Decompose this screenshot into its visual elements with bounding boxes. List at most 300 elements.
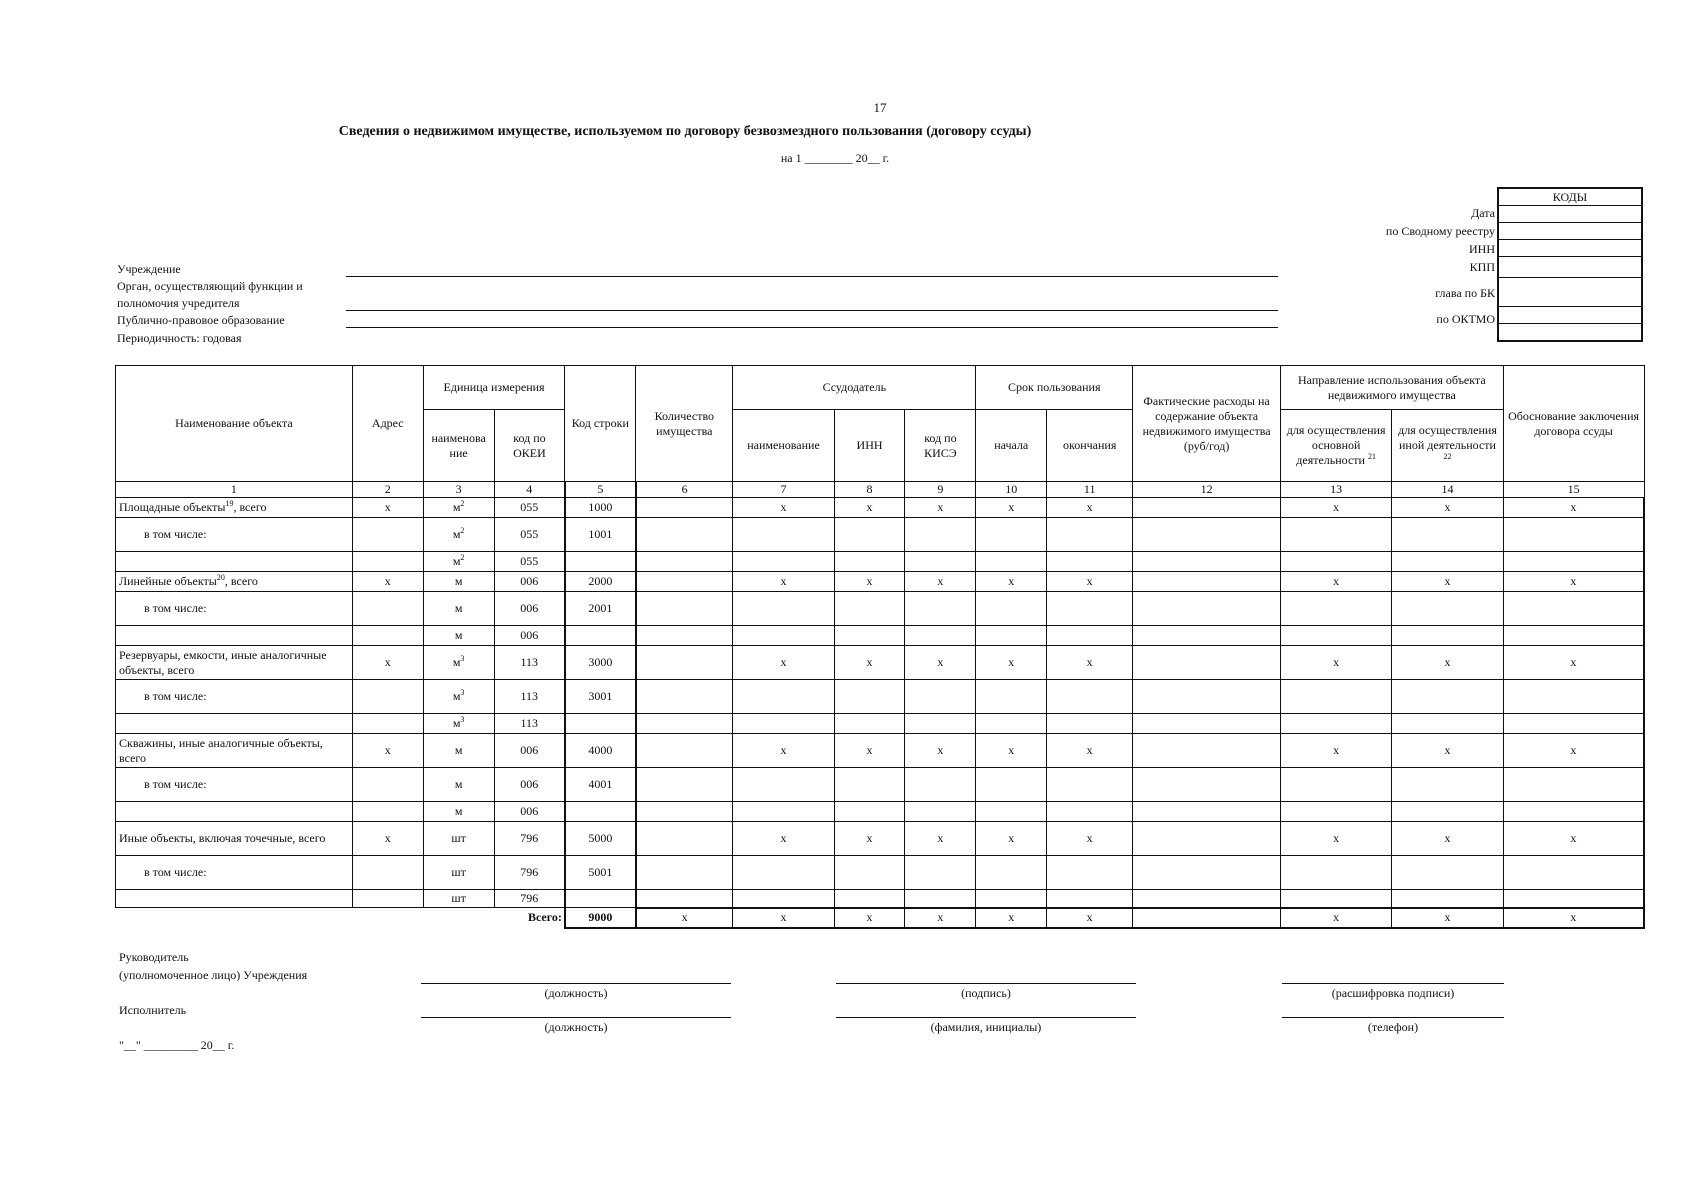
table-row <box>116 592 1645 626</box>
footnote-mark: 20 <box>216 573 225 582</box>
value-cell[interactable] <box>1133 572 1281 592</box>
value-cell[interactable] <box>1133 680 1281 714</box>
head-decoding-caption: (расшифровка подписи) <box>1331 986 1455 1000</box>
value-cell[interactable] <box>976 518 1047 552</box>
head-position-caption: (должность) <box>544 986 608 1000</box>
footnote-22: 22 <box>1443 452 1452 461</box>
address-cell: x <box>352 572 423 592</box>
mark-cell: x <box>1047 646 1133 680</box>
unit-name-cell <box>423 518 494 552</box>
value-cell[interactable] <box>1392 714 1503 734</box>
code-cell-oktmo[interactable] <box>1498 307 1642 324</box>
unit-name-cell <box>423 552 494 572</box>
value-cell[interactable] <box>1392 592 1503 626</box>
total-cell: x <box>1047 908 1133 928</box>
header-expenses: Фактические расходы на содержание объекта недвижимого имущества (руб/год) <box>1133 366 1281 482</box>
value-cell[interactable] <box>1047 890 1133 908</box>
value-cell[interactable] <box>976 802 1047 822</box>
value-cell[interactable] <box>1133 802 1281 822</box>
table-row <box>116 626 1645 646</box>
column-number: 15 <box>1503 482 1644 498</box>
value-cell[interactable] <box>733 890 834 908</box>
column-numbers-row <box>116 482 1645 498</box>
header-line-code: Код строки <box>565 366 636 482</box>
value-cell[interactable] <box>1280 890 1391 908</box>
quantity-cell[interactable] <box>636 518 733 552</box>
footnote-mark: 19 <box>225 499 234 508</box>
mark-cell: x <box>1503 646 1644 680</box>
value-cell[interactable] <box>1392 890 1503 908</box>
value-cell[interactable] <box>1047 768 1133 802</box>
header-direction: Направление использования объекта недвижимого имущества <box>1280 366 1503 410</box>
value-cell[interactable] <box>1503 552 1644 572</box>
value-cell[interactable] <box>1503 518 1644 552</box>
value-cell[interactable] <box>834 802 905 822</box>
quantity-cell[interactable] <box>636 890 733 908</box>
value-cell[interactable] <box>1133 768 1281 802</box>
value-cell[interactable] <box>1133 714 1281 734</box>
address-cell: x <box>352 822 423 856</box>
mark-cell: x <box>1503 572 1644 592</box>
mark-cell: x <box>834 822 905 856</box>
quantity-cell[interactable] <box>636 592 733 626</box>
executor-name-line[interactable] <box>836 1017 1136 1018</box>
okei-cell: 113 <box>494 714 565 734</box>
okei-cell: 006 <box>494 768 565 802</box>
value-cell[interactable] <box>905 518 976 552</box>
value-cell[interactable] <box>1047 518 1133 552</box>
value-cell[interactable] <box>1280 768 1391 802</box>
value-cell[interactable] <box>1392 768 1503 802</box>
value-cell[interactable] <box>1047 680 1133 714</box>
total-cell: x <box>834 908 905 928</box>
code-cell-date[interactable] <box>1498 206 1642 223</box>
object-name-text: Площадные объекты <box>119 500 226 514</box>
column-number: 1 <box>116 482 353 498</box>
table-row <box>116 498 1645 518</box>
header-lender-kise: код по КИСЭ <box>905 410 976 482</box>
object-name <box>116 498 353 518</box>
head-signature-line[interactable] <box>836 983 1136 984</box>
object-name[interactable] <box>116 890 353 908</box>
header-lender-inn: ИНН <box>834 410 905 482</box>
line-code-cell: 3000 <box>565 646 636 680</box>
table-row <box>116 856 1645 890</box>
executor-phone-line[interactable] <box>1282 1017 1504 1018</box>
value-cell[interactable] <box>905 552 976 572</box>
founder-line[interactable] <box>346 310 1278 311</box>
value-cell[interactable] <box>1047 626 1133 646</box>
value-cell[interactable] <box>834 714 905 734</box>
value-cell[interactable] <box>733 626 834 646</box>
total-row <box>116 908 1645 928</box>
unit-name-cell <box>423 734 494 768</box>
head-label-1: Руководитель <box>119 950 189 964</box>
institution-label: Учреждение <box>117 262 181 276</box>
quantity-cell[interactable] <box>636 856 733 890</box>
value-cell[interactable] <box>834 626 905 646</box>
unit-power: 2 <box>460 553 465 562</box>
executor-phone-caption: (телефон) <box>1367 1020 1419 1034</box>
value-cell[interactable] <box>834 518 905 552</box>
object-name <box>116 646 353 680</box>
address-cell[interactable] <box>352 802 423 822</box>
mark-cell: x <box>905 646 976 680</box>
quantity-cell[interactable] <box>636 646 733 680</box>
address-cell[interactable] <box>352 626 423 646</box>
head-position-line[interactable] <box>421 983 731 984</box>
okei-cell: 113 <box>494 680 565 714</box>
unit-text: м <box>452 716 461 730</box>
value-cell[interactable] <box>1133 734 1281 768</box>
address-cell[interactable] <box>352 768 423 802</box>
header-term: Срок пользования <box>976 366 1133 410</box>
object-name <box>116 822 353 856</box>
mark-cell: x <box>1392 572 1503 592</box>
value-cell[interactable] <box>1392 518 1503 552</box>
line-code-cell <box>565 714 636 734</box>
address-cell[interactable] <box>352 714 423 734</box>
object-name <box>116 856 353 890</box>
value-cell[interactable] <box>1503 890 1644 908</box>
quantity-cell[interactable] <box>636 552 733 572</box>
object-name <box>116 768 353 802</box>
okei-cell: 796 <box>494 856 565 890</box>
value-cell[interactable] <box>905 856 976 890</box>
header-basis: Обоснование заключения договора ссуды <box>1503 366 1644 482</box>
unit-text: м <box>452 655 461 669</box>
okei-cell: 006 <box>494 734 565 768</box>
value-cell[interactable] <box>834 592 905 626</box>
unit-name-cell <box>423 592 494 626</box>
total-cell: x <box>1280 908 1391 928</box>
mark-cell: x <box>1047 734 1133 768</box>
mark-cell: x <box>1503 734 1644 768</box>
table-row <box>116 518 1645 552</box>
value-cell[interactable] <box>1280 856 1391 890</box>
object-name[interactable] <box>116 626 353 646</box>
header-lender: Ссудодатель <box>733 366 976 410</box>
unit-text: шт <box>451 865 466 879</box>
signature-date[interactable]: "__" _________ 20__ г. <box>119 1038 235 1052</box>
address-cell: x <box>352 498 423 518</box>
executor-name-caption: (фамилия, инициалы) <box>930 1020 1042 1034</box>
object-name[interactable] <box>116 552 353 572</box>
value-cell[interactable] <box>905 714 976 734</box>
total-cell: x <box>733 908 834 928</box>
value-cell[interactable] <box>733 518 834 552</box>
header-unit-code: код по ОКЕИ <box>494 410 565 482</box>
value-cell[interactable] <box>1280 626 1391 646</box>
value-cell[interactable] <box>1280 680 1391 714</box>
value-cell[interactable] <box>905 680 976 714</box>
value-cell[interactable] <box>905 592 976 626</box>
okei-cell: 055 <box>494 552 565 572</box>
value-cell[interactable] <box>1503 768 1644 802</box>
value-cell[interactable] <box>1133 646 1281 680</box>
value-cell[interactable] <box>976 856 1047 890</box>
value-cell[interactable] <box>1133 822 1281 856</box>
value-cell[interactable] <box>1280 714 1391 734</box>
line-code-cell: 2000 <box>565 572 636 592</box>
value-cell[interactable] <box>1133 518 1281 552</box>
value-cell[interactable] <box>1503 592 1644 626</box>
public-entity-line[interactable] <box>346 327 1278 328</box>
mark-cell: x <box>733 498 834 518</box>
head-decoding-line[interactable] <box>1282 983 1504 984</box>
value-cell[interactable] <box>976 592 1047 626</box>
value-cell[interactable] <box>1280 802 1391 822</box>
column-number: 8 <box>834 482 905 498</box>
page-title: Сведения о недвижимом имуществе, используемом по договору безвозмездного пользования (договору ссуды) <box>338 124 1032 139</box>
table-row <box>116 552 1645 572</box>
mark-cell: x <box>834 734 905 768</box>
value-cell[interactable] <box>1392 856 1503 890</box>
value-cell[interactable] <box>1133 552 1281 572</box>
object-name-suffix: , всего <box>224 574 258 588</box>
unit-name-cell <box>423 856 494 890</box>
value-cell[interactable] <box>1047 802 1133 822</box>
value-cell[interactable] <box>905 768 976 802</box>
total-cell: x <box>1392 908 1503 928</box>
mark-cell: x <box>905 822 976 856</box>
line-code-cell: 4000 <box>565 734 636 768</box>
value-cell[interactable] <box>834 890 905 908</box>
value-cell[interactable] <box>1133 856 1281 890</box>
mark-cell: x <box>1280 646 1391 680</box>
code-cell-registry[interactable] <box>1498 223 1642 240</box>
unit-text: шт <box>451 831 466 845</box>
value-cell[interactable] <box>1503 714 1644 734</box>
value-cell[interactable] <box>1133 498 1281 518</box>
unit-text: м <box>452 500 461 514</box>
quantity-cell[interactable] <box>636 498 733 518</box>
address-cell[interactable] <box>352 680 423 714</box>
footnote-21: 21 <box>1367 452 1376 461</box>
value-cell[interactable] <box>1047 552 1133 572</box>
mark-cell: x <box>1392 734 1503 768</box>
header-quantity: Количество имущества <box>636 366 733 482</box>
mark-cell: x <box>1503 822 1644 856</box>
value-cell[interactable] <box>733 552 834 572</box>
value-cell[interactable] <box>733 856 834 890</box>
column-number: 13 <box>1280 482 1391 498</box>
value-cell[interactable] <box>1133 592 1281 626</box>
value-cell[interactable] <box>1133 626 1281 646</box>
column-number: 9 <box>905 482 976 498</box>
quantity-cell[interactable] <box>636 802 733 822</box>
quantity-cell[interactable] <box>636 822 733 856</box>
mark-cell: x <box>976 572 1047 592</box>
object-name[interactable] <box>116 802 353 822</box>
unit-text: м <box>452 689 461 703</box>
value-cell[interactable] <box>733 592 834 626</box>
head-signature-caption: (подпись) <box>961 986 1011 1000</box>
value-cell[interactable] <box>1133 890 1281 908</box>
value-cell[interactable] <box>905 890 976 908</box>
table-row <box>116 572 1645 592</box>
value-cell[interactable] <box>1392 802 1503 822</box>
quantity-cell[interactable] <box>636 768 733 802</box>
property-table <box>115 365 1645 929</box>
line-code-cell <box>565 626 636 646</box>
header-lender-name: наименование <box>733 410 834 482</box>
mark-cell: x <box>976 822 1047 856</box>
unit-power: 3 <box>460 654 465 663</box>
okei-cell: 006 <box>494 626 565 646</box>
line-code-cell <box>565 552 636 572</box>
header-unit: Единица измерения <box>423 366 565 410</box>
value-cell[interactable] <box>1392 680 1503 714</box>
institution-line[interactable] <box>346 276 1278 277</box>
line-code-cell: 4001 <box>565 768 636 802</box>
code-cell-bk[interactable] <box>1498 278 1642 307</box>
mark-cell: x <box>905 572 976 592</box>
code-cell-kpp[interactable] <box>1498 257 1642 278</box>
unit-power: 2 <box>460 499 465 508</box>
unit-name-cell <box>423 802 494 822</box>
column-number: 14 <box>1392 482 1503 498</box>
value-cell[interactable] <box>733 768 834 802</box>
header-unit-name: наименова ние <box>423 410 494 482</box>
value-cell[interactable] <box>733 802 834 822</box>
quantity-cell[interactable] <box>636 626 733 646</box>
mark-cell: x <box>1280 498 1391 518</box>
executor-position-line[interactable] <box>421 1017 731 1018</box>
code-label-date: Дата <box>1471 206 1495 220</box>
value-cell[interactable] <box>976 626 1047 646</box>
total-cell: x <box>905 908 976 928</box>
address-cell[interactable] <box>352 592 423 626</box>
unit-text: м <box>452 527 461 541</box>
value-cell[interactable] <box>1392 626 1503 646</box>
value-cell[interactable] <box>1503 856 1644 890</box>
table-row <box>116 714 1645 734</box>
report-date: на 1 ________ 20__ г. <box>780 151 890 165</box>
value-cell[interactable] <box>1047 714 1133 734</box>
unit-power: 2 <box>460 526 465 535</box>
quantity-cell[interactable] <box>636 734 733 768</box>
codes-header: КОДЫ <box>1498 188 1642 206</box>
code-label-registry: по Сводному реестру <box>1385 224 1495 238</box>
mark-cell: x <box>733 734 834 768</box>
mark-cell: x <box>733 572 834 592</box>
mark-cell: x <box>976 734 1047 768</box>
total-label: Всего: <box>116 908 565 928</box>
codes-table <box>1497 187 1643 342</box>
total-code: 9000 <box>565 908 636 928</box>
object-name-suffix: , всего <box>233 500 267 514</box>
value-cell[interactable] <box>1047 592 1133 626</box>
value-cell[interactable] <box>834 768 905 802</box>
mark-cell: x <box>905 734 976 768</box>
value-cell[interactable] <box>1047 856 1133 890</box>
value-cell[interactable] <box>905 626 976 646</box>
value-cell[interactable] <box>834 856 905 890</box>
value-cell[interactable] <box>976 714 1047 734</box>
okei-cell: 113 <box>494 646 565 680</box>
value-cell[interactable] <box>733 714 834 734</box>
value-cell[interactable] <box>834 552 905 572</box>
column-number: 7 <box>733 482 834 498</box>
unit-text: м <box>454 601 463 615</box>
value-cell[interactable] <box>1280 592 1391 626</box>
column-number: 5 <box>565 482 636 498</box>
line-code-cell: 3001 <box>565 680 636 714</box>
code-label-kpp: КПП <box>1469 260 1495 274</box>
quantity-cell[interactable] <box>636 714 733 734</box>
address-cell[interactable] <box>352 890 423 908</box>
value-cell[interactable] <box>834 680 905 714</box>
value-cell[interactable] <box>1280 518 1391 552</box>
code-label-bk: глава по БК <box>1435 286 1495 300</box>
table-row <box>116 822 1645 856</box>
mark-cell: x <box>1503 498 1644 518</box>
object-name[interactable] <box>116 714 353 734</box>
mark-cell: x <box>834 572 905 592</box>
value-cell[interactable] <box>1280 552 1391 572</box>
header-dir-other-text: для осуществления иной деятельности <box>1398 423 1497 452</box>
value-cell[interactable] <box>1503 802 1644 822</box>
quantity-cell[interactable] <box>636 680 733 714</box>
mark-cell: x <box>976 646 1047 680</box>
mark-cell: x <box>1047 572 1133 592</box>
head-label-2: (уполномоченное лицо) Учреждения <box>119 968 308 982</box>
mark-cell: x <box>733 822 834 856</box>
line-code-cell: 1001 <box>565 518 636 552</box>
total-cell-expenses[interactable] <box>1133 908 1281 928</box>
value-cell[interactable] <box>1503 680 1644 714</box>
unit-text: м <box>454 777 463 791</box>
value-cell[interactable] <box>1392 552 1503 572</box>
mark-cell: x <box>1047 822 1133 856</box>
value-cell[interactable] <box>733 680 834 714</box>
code-label-inn: ИНН <box>1469 242 1495 256</box>
value-cell[interactable] <box>976 768 1047 802</box>
value-cell[interactable] <box>976 890 1047 908</box>
header-term-start: начала <box>976 410 1047 482</box>
unit-name-cell <box>423 822 494 856</box>
value-cell[interactable] <box>976 552 1047 572</box>
value-cell[interactable] <box>976 680 1047 714</box>
address-cell[interactable] <box>352 552 423 572</box>
column-number: 10 <box>976 482 1047 498</box>
unit-name-cell <box>423 714 494 734</box>
object-name-text: в том числе: <box>144 527 207 541</box>
quantity-cell[interactable] <box>636 572 733 592</box>
mark-cell: x <box>1280 572 1391 592</box>
value-cell[interactable] <box>1503 626 1644 646</box>
code-cell-extra[interactable] <box>1498 324 1642 342</box>
unit-power: 3 <box>460 688 465 697</box>
public-entity-label: Публично-правовое образование <box>117 313 285 327</box>
total-cell: x <box>976 908 1047 928</box>
column-number: 2 <box>352 482 423 498</box>
line-code-cell <box>565 890 636 908</box>
okei-cell: 796 <box>494 822 565 856</box>
unit-text: м <box>454 574 463 588</box>
address-cell[interactable] <box>352 856 423 890</box>
mark-cell: x <box>733 646 834 680</box>
address-cell[interactable] <box>352 518 423 552</box>
table-row <box>116 680 1645 714</box>
mark-cell: x <box>1392 646 1503 680</box>
code-cell-inn[interactable] <box>1498 240 1642 257</box>
column-number: 12 <box>1133 482 1281 498</box>
value-cell[interactable] <box>905 802 976 822</box>
column-number: 11 <box>1047 482 1133 498</box>
line-code-cell: 5001 <box>565 856 636 890</box>
